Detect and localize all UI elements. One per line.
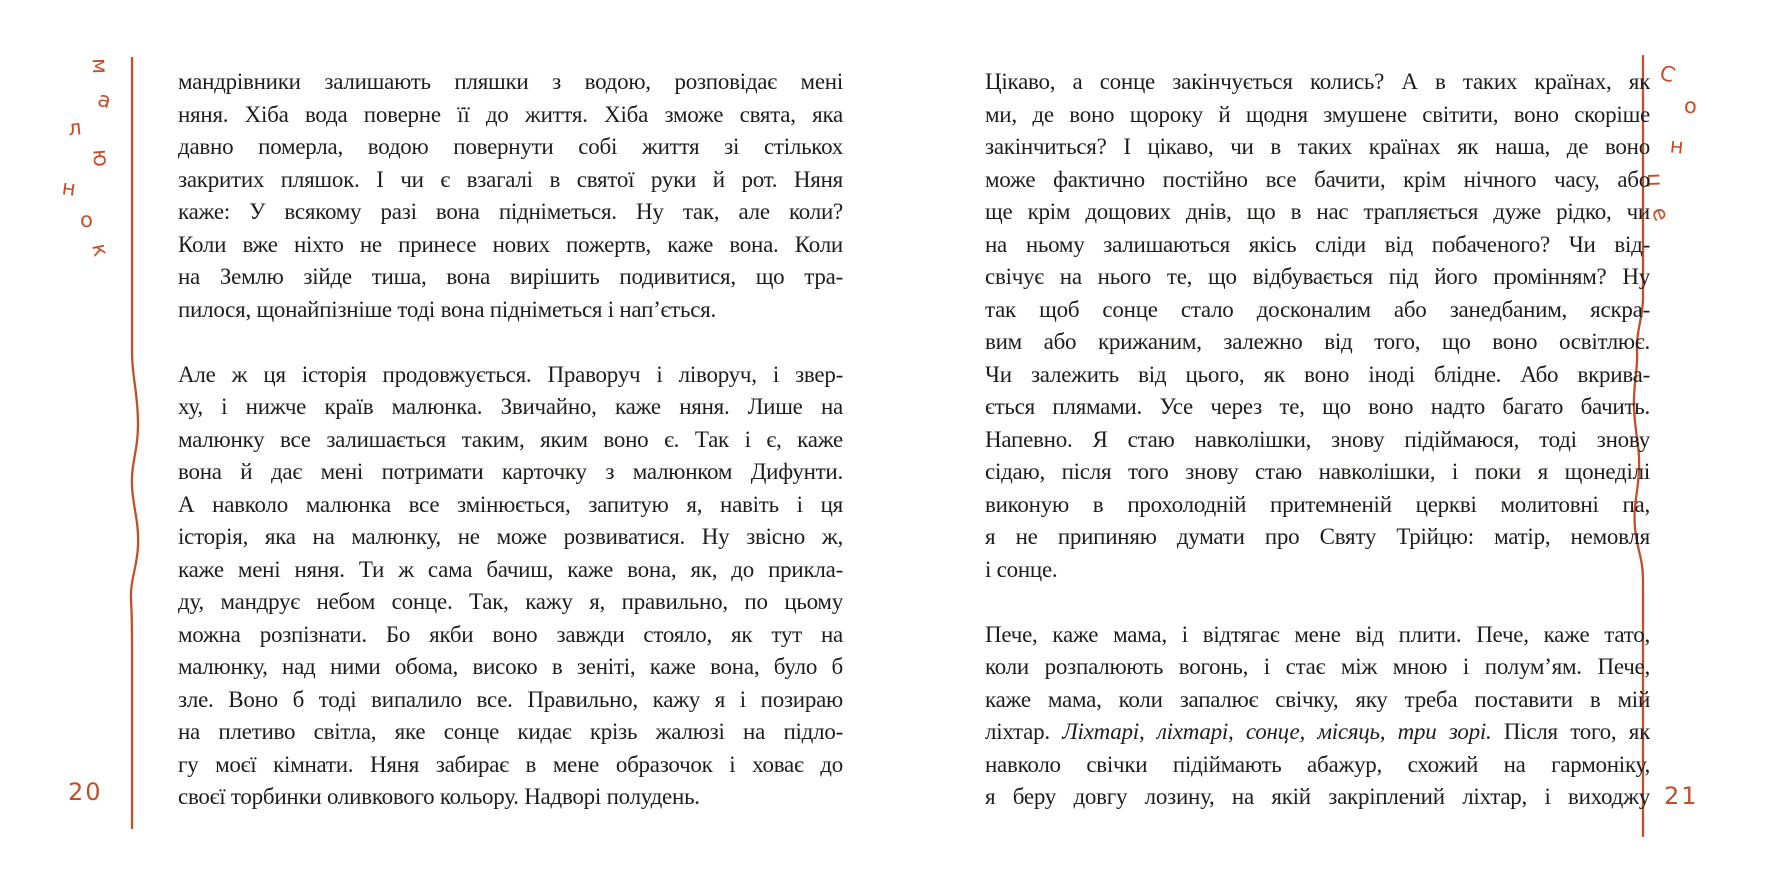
text-line: [985, 554, 1650, 587]
text-segment: малюнку, над ними обома, високо в зеніті, каже вона, було б: [178, 654, 843, 679]
text-line: [178, 716, 843, 749]
text-segment: і сонце.: [985, 556, 1058, 582]
text-line: [178, 749, 843, 782]
text-segment: ду, мандрує небом сонце. Так, кажу я, правильно, по цьому: [178, 589, 843, 614]
margin-letter: а: [95, 86, 114, 114]
text-segment: коли розпалюють вогонь, і стає між мною і полум’ям. Пече,: [985, 654, 1650, 679]
margin-letter: л: [66, 115, 83, 141]
text-segment: ліхтар.: [985, 719, 1063, 744]
text-segment: Але ж ця історія продовжується. Праворуч і ліворуч, і звер-: [178, 361, 843, 387]
margin-letter: о: [79, 207, 94, 233]
margin-letter: о: [1683, 93, 1698, 119]
text-segment: вим або крижаним, залежно від того, що воно освітлює.: [985, 329, 1650, 354]
text-segment: свічує на нього те, що відбувається під його промінням? Ну: [985, 264, 1650, 289]
margin-letter: е: [1646, 203, 1674, 225]
text-line: [985, 684, 1650, 717]
text-segment: няня. Хіба вода поверне її до життя. Хіба зможе свята, яка: [178, 101, 843, 127]
text-line: [178, 164, 843, 197]
text-line: [985, 781, 1650, 814]
text-segment: закінчиться? І цікаво, чи в таких країнах як наша, де воно: [985, 134, 1650, 159]
text-line: [985, 716, 1650, 749]
text-line: [985, 131, 1650, 164]
margin-letter: к: [87, 241, 114, 259]
text-line: [985, 424, 1650, 457]
text-line: [178, 586, 843, 619]
text-segment: пилося, щонайпізніше тоді вона підніметься і нап’ється.: [178, 296, 717, 322]
paragraph: [985, 619, 1650, 814]
text-line: [985, 261, 1650, 294]
text-line: [985, 489, 1650, 522]
text-segment: своєї торбинки оливкового кольору. Надворі полудень.: [178, 784, 700, 809]
text-line: [985, 99, 1650, 132]
paragraph: [178, 359, 843, 814]
text-segment: малюнку все залишається таким, яким воно є. Так і є, каже: [178, 426, 843, 452]
text-segment: може фактично постійно все бачити, крім нічного часу, або: [985, 166, 1650, 192]
text-line: [178, 781, 843, 814]
text-line: [178, 684, 843, 717]
text-line: [985, 619, 1650, 652]
margin-letter: С: [1656, 60, 1679, 88]
text-segment: я беру довгу лозину, на якій закріплений ліхтар, і виходжу: [985, 784, 1650, 809]
text-line: [985, 294, 1650, 327]
right-page-number: 21: [1664, 782, 1699, 810]
text-line: [178, 66, 843, 99]
text-line: [985, 749, 1650, 782]
left-page-text: [178, 66, 843, 814]
text-line: [985, 229, 1650, 262]
text-segment: Пече, каже мама, і відтягає мене від плити. Пече, каже тато,: [985, 621, 1650, 647]
text-line: [178, 261, 843, 294]
text-segment: давно померла, водою повернути собі життя зі стількох: [178, 134, 843, 159]
text-segment: так щоб сонце стало досконалим або занедбаним, яскра-: [985, 296, 1650, 322]
text-line: [178, 651, 843, 684]
text-segment: навколо свічки підіймають абажур, схожий на гармоніку,: [985, 751, 1650, 777]
text-line: [178, 424, 843, 457]
paragraph: [178, 66, 843, 326]
text-segment: на плетиво світла, яке сонце кидає крізь жалюзі на підло-: [178, 719, 843, 744]
text-line: [178, 456, 843, 489]
text-line: [985, 651, 1650, 684]
italic-phrase: Ліхтарі, ліхтарі, сонце, місяць, три зорі.: [1062, 719, 1492, 744]
text-segment: Цікаво, а сонце закінчується колись? А в таких країнах, як: [985, 69, 1650, 94]
text-segment: зле. Воно б тоді випалило все. Правильно, кажу я і позираю: [178, 686, 843, 712]
text-segment: Напевно. Я стаю навколішки, знову підіймаюся, тоді знову: [985, 426, 1650, 452]
text-segment: ху, і нижче країв малюнка. Звичайно, каже няня. Лише на: [178, 394, 843, 419]
text-line: [178, 359, 843, 392]
text-line: [178, 99, 843, 132]
text-segment: сідаю, після того знову стаю навколішки, і поки я щонеділі: [985, 459, 1650, 484]
text-line: [985, 521, 1650, 554]
text-segment: я не припиняю думати про Святу Трійцю: матір, немовля: [985, 524, 1650, 549]
margin-letter: ю: [88, 148, 114, 168]
text-line: [178, 131, 843, 164]
text-line: [985, 164, 1650, 197]
text-line: [178, 489, 843, 522]
margin-letter: н: [1668, 133, 1685, 159]
text-segment: каже мама, коли запалює свічку, яку треба поставити в мій: [985, 686, 1650, 712]
text-line: [178, 391, 843, 424]
text-line: [985, 456, 1650, 489]
text-segment: закритих пляшок. І чи є взагалі в святої руки й рот. Няня: [178, 166, 843, 192]
text-line: [178, 554, 843, 587]
text-segment: вона й дає мені потримати карточку з малюнком Дифунти.: [178, 459, 843, 484]
text-segment: ще крім дощових днів, що в нас трапляється дуже рідко, чи: [985, 199, 1650, 224]
margin-letter: м: [87, 57, 113, 75]
text-line: [985, 359, 1650, 392]
text-segment: на ньому залишаються якісь сліди від побаченого? Чи від-: [985, 231, 1650, 257]
text-segment: мандрівники залишають пляшки з водою, розповідає мені: [178, 69, 843, 94]
text-segment: Коли вже ніхто не принесе нових пожертв, каже вона. Коли: [178, 231, 843, 257]
text-line: [178, 619, 843, 652]
left-page-number: 20: [68, 778, 103, 806]
text-line: [178, 294, 843, 327]
margin-letter: н: [60, 175, 78, 201]
paragraph: [985, 66, 1650, 586]
text-segment: каже мені няня. Ти ж сама бачиш, каже вона, як, до прикла-: [178, 556, 843, 582]
text-line: [985, 391, 1650, 424]
text-line: [178, 229, 843, 262]
text-segment: ми, де воно щороку й щодня змушене світити, воно скоріше: [985, 101, 1650, 127]
text-segment: на Землю зійде тиша, вона вирішить подивитися, що тра-: [178, 264, 843, 289]
text-line: [985, 196, 1650, 229]
text-line: [178, 521, 843, 554]
text-segment: Після того, як: [1491, 719, 1650, 744]
text-segment: можна розпізнати. Бо якби воно завжди стояло, як тут на: [178, 621, 843, 647]
text-segment: ється плямами. Усе через те, що воно надто багато бачить.: [985, 394, 1650, 419]
text-segment: виконую в прохолодній притемненій церкві молитовні па,: [985, 491, 1650, 517]
text-segment: гу моєї кімнати. Няня забирає в мене образочок і ховає до: [178, 751, 843, 777]
text-segment: каже: У всякому разі вона підніметься. Ну так, але коли?: [178, 199, 843, 224]
text-line: [178, 196, 843, 229]
text-segment: А навколо малюнка все змінюється, запитую я, навіть і ця: [178, 491, 843, 517]
right-page-text: [985, 66, 1650, 814]
margin-letter: ц: [1642, 172, 1668, 188]
text-segment: Чи залежить від цього, як воно іноді блідне. Або вкрива-: [985, 361, 1650, 387]
left-wavy-rule: [131, 58, 138, 828]
text-line: [985, 326, 1650, 359]
text-segment: історія, яка на малюнку, не може розвиватися. Ну звісно ж,: [178, 524, 843, 549]
text-line: [985, 66, 1650, 99]
